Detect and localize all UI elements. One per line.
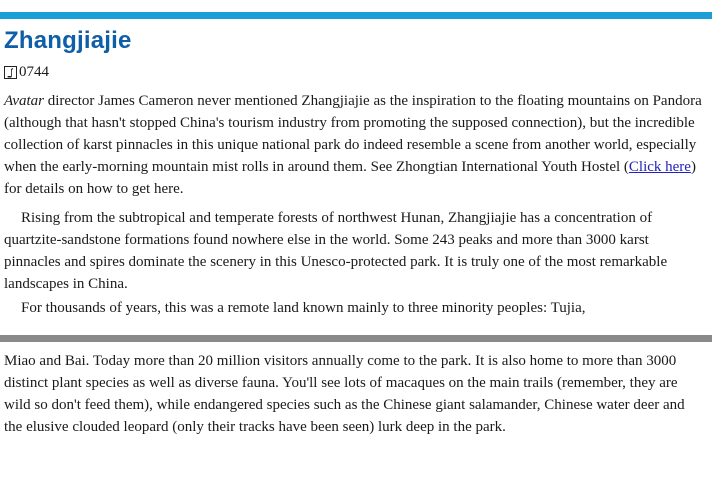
paragraph-visitors: Miao and Bai. Today more than 20 million visitors annually come to the park. It is also home to more than 3000 distinct plant species as well as diverse fauna. You'll see lots of macaques on the main trails (remember, they are wild so don't feed them), while endangered species such as the Chinese giant salamander, Chinese water deer and the elusive clouded leopard (only their tracks have been seen) lurk deep in the park.	[4, 353, 685, 435]
phone-number: 0744	[19, 64, 49, 80]
phone-number-row	[4, 64, 49, 81]
intro-text: director James Cameron never mentioned Zhangjiajie as the inspiration to the floating mountains on Pandora (although that hasn't stopped China's tourism industry from promoting the supposed connection), but the incredible collection of karst pinnacles in this unique national park do indeed resemble a scene from another world, especially when the early-morning mountain mist rolls in around them. See Zhongtian International Youth Hostel (	[4, 93, 702, 175]
intro-text-end: ) for details on how to get here.	[4, 159, 696, 197]
page-break-divider	[0, 335, 712, 342]
paragraph-geology: Rising from the subtropical and temperate forests of northwest Hunan, Zhangjiajie has a concentration of quartzite-sandstone formations found nowhere else in the world. Some 243 peaks and more than 3000 karst pinnacles and spires dominate the scenery in this Unesco-protected park. It is truly one of the most remarkable landscapes in China.	[4, 210, 668, 292]
hostel-link[interactable]: Click here	[628, 159, 691, 175]
top-accent-bar	[0, 12, 712, 19]
page-title: Zhangjiajie	[4, 27, 132, 54]
film-title: Avatar	[4, 93, 44, 109]
phone-icon	[4, 66, 17, 79]
paragraph-intro	[4, 90, 704, 200]
paragraph-history: For thousands of years, this was a remote land known mainly to three minority peoples: Tujia,	[21, 300, 586, 316]
